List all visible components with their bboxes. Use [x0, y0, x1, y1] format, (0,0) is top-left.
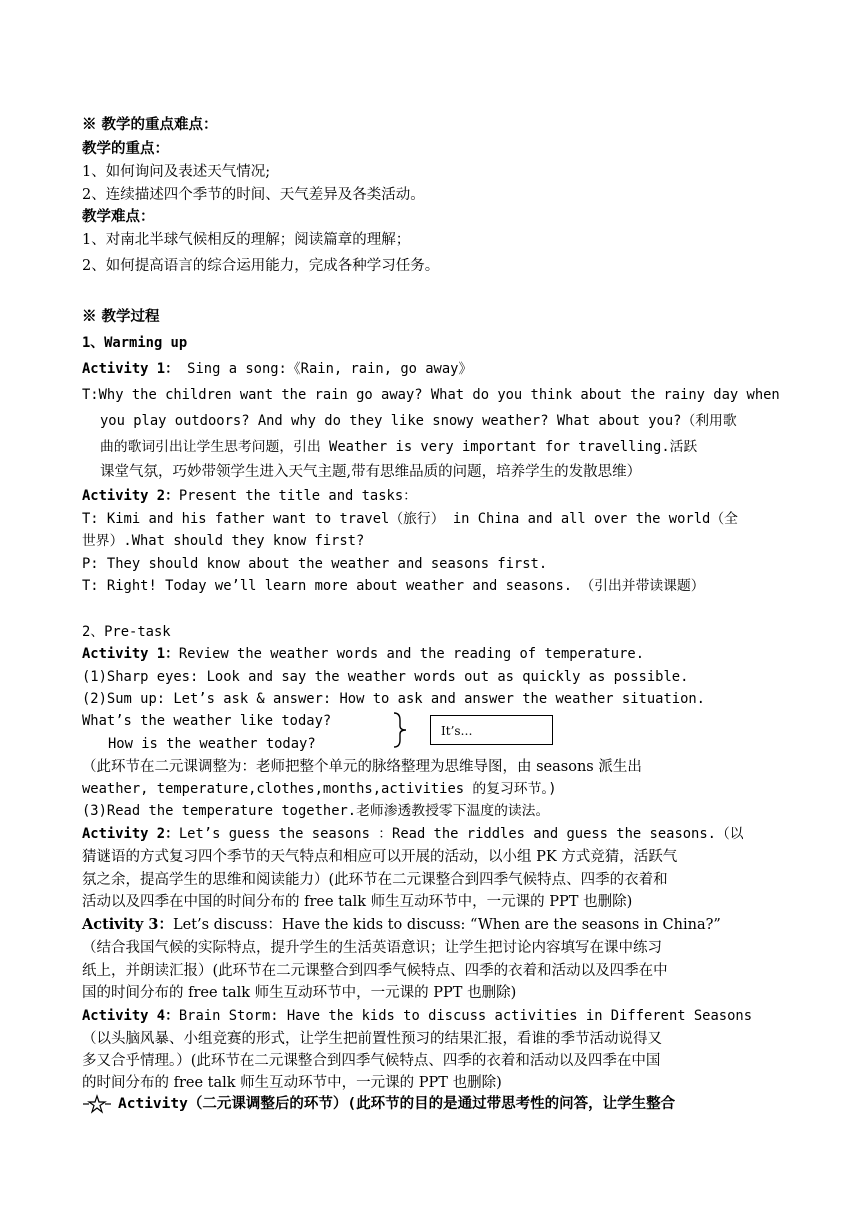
pupil-line: P: They should know about the weather and seasons first. [82, 556, 548, 572]
pretask-activity-3 [82, 915, 782, 935]
activity-text-line: 纸上，并朗读汇报）(此环节在二元课整合到四季气候特点、四季的衣着和活动以及四季在中 [82, 963, 668, 979]
sum-up-line: (2)Sum up: Let’s ask & answer: How to ask and answer the weather situation. [82, 691, 705, 707]
pretask-activity-2 [82, 824, 782, 844]
activity-text-line: 活动以及四季在中国的时间分布的 free talk 师生互动环节中，一元课的 PPT 也删除) [82, 894, 633, 910]
note-line: （此环节在二元课调整为：老师把整个单元的脉络整理为思维导图，由 seasons 派生出 [82, 759, 642, 775]
teacher-line: 世界）.What should they know first? [82, 533, 365, 549]
warming-up-title: 1、Warming up [82, 335, 188, 351]
difficulty-item: 1、对南北半球气候相反的理解；阅读篇章的理解； [82, 232, 411, 248]
activity-text: Review the weather words and the reading of temperature. [178, 646, 645, 662]
activity-text-line: 氛之余，提高学生的思维和阅读能力）(此环节在二元课整合到四季气候特点、四季的衣着和 [82, 872, 668, 888]
teacher-line: you play outdoors? And why do they like snowy weather? What about you?（利用歌 [100, 413, 737, 429]
activity-label: Activity 2： [82, 826, 179, 842]
sharp-eyes-line: (1)Sharp eyes: Look and say the weather words out as quickly as possible. [82, 669, 689, 685]
activity-text: Let’s discuss：Have the kids to discuss: “When are the seasons in China?” [172, 917, 721, 933]
warming-activity-2 [82, 486, 782, 506]
activity-text-line: 多又合乎情理。）(此环节在二元课整合到四季气候特点、四季的衣着和活动以及四季在中国 [82, 1053, 661, 1069]
pretask-activity-1 [82, 644, 782, 664]
final-activity-line: Activity（二元课调整后的环节）(此环节的目的是通过带思考性的问答，让学生整合 [118, 1096, 676, 1112]
right-brace-icon [392, 712, 410, 748]
teacher-line: T:Why the children want the rain go away? What do you think about the rainy day when [82, 387, 780, 403]
key-point-item: 1、如何询问及表述天气情况; [82, 164, 271, 180]
activity-label: Activity 3： [82, 916, 173, 933]
answer-box: It’s… [430, 715, 553, 745]
pretask-activity-4 [82, 1006, 782, 1026]
activity-text: Let’s guess the seasons ：Read the riddles and guess the seasons.（以 [178, 826, 744, 842]
teacher-line: 课堂气氛，巧妙带领学生进入天气主题,带有思维品质的问题，培养学生的发散思维） [100, 464, 642, 480]
key-points-title: 教学的重点： [82, 140, 169, 157]
star-bullet-icon [82, 1094, 112, 1114]
pre-task-title: 2、Pre-task [82, 624, 171, 640]
difficulty-item: 2、如何提高语言的综合运用能力，完成各种学习任务。 [82, 258, 440, 274]
warming-activity-1 [82, 359, 782, 379]
difficulties-title: 教学难点： [82, 208, 155, 225]
activity-text-line: （以头脑风暴、小组竞赛的形式，让学生把前置性预习的结果汇报，看谁的季节活动说得又 [82, 1031, 662, 1047]
activity-text-line: 的时间分布的 free talk 师生互动环节中，一元课的 PPT 也删除) [82, 1075, 502, 1091]
section-heading-key-points: ※ 教学的重点难点： [82, 116, 218, 133]
activity-text-line: 猜谜语的方式复习四个季节的天气特点和相应可以开展的活动，以小组 PK 方式竞猜，活跃气 [82, 849, 678, 865]
activity-text: Sing a song:《Rain, rain, go away》 [178, 361, 473, 377]
section-heading-process: ※ 教学过程 [82, 308, 160, 325]
activity-label: Activity 1： [82, 646, 179, 662]
question-line: What’s the weather like today? [82, 713, 332, 729]
read-temperature-line: (3)Read the temperature together.老师渗透教授零下温度的读法。 [82, 803, 550, 819]
teacher-line: T: Right! Today we’ll learn more about weather and seasons. （引出并带读课题） [82, 578, 705, 594]
teacher-line: 曲的歌词引出让学生思考问题，引出 Weather is very important for travelling.活跃 [100, 439, 698, 455]
note-line: weather, temperature,clothes,months,activities 的复习环节。) [82, 781, 557, 797]
activity-label: Activity 2： [82, 488, 179, 504]
activity-text-line: 国的时间分布的 free talk 师生互动环节中，一元课的 PPT 也删除) [82, 985, 517, 1001]
teacher-line: T: Kimi and his father want to travel（旅行） in China and all over the world（全 [82, 511, 738, 527]
activity-text-line: （结合我国气候的实际特点，提升学生的生活英语意识；让学生把讨论内容填写在课中练习 [82, 940, 662, 956]
activity-text: Brain Storm: Have the kids to discuss activities in Different Seasons [178, 1008, 753, 1024]
key-point-item: 2、连续描述四个季节的时间、天气差异及各类活动。 [82, 187, 425, 203]
activity-label: Activity 1： [82, 361, 179, 377]
activity-text: Present the title and tasks： [178, 488, 417, 504]
question-line: How is the weather today? [108, 736, 316, 752]
activity-label: Activity 4： [82, 1008, 179, 1024]
